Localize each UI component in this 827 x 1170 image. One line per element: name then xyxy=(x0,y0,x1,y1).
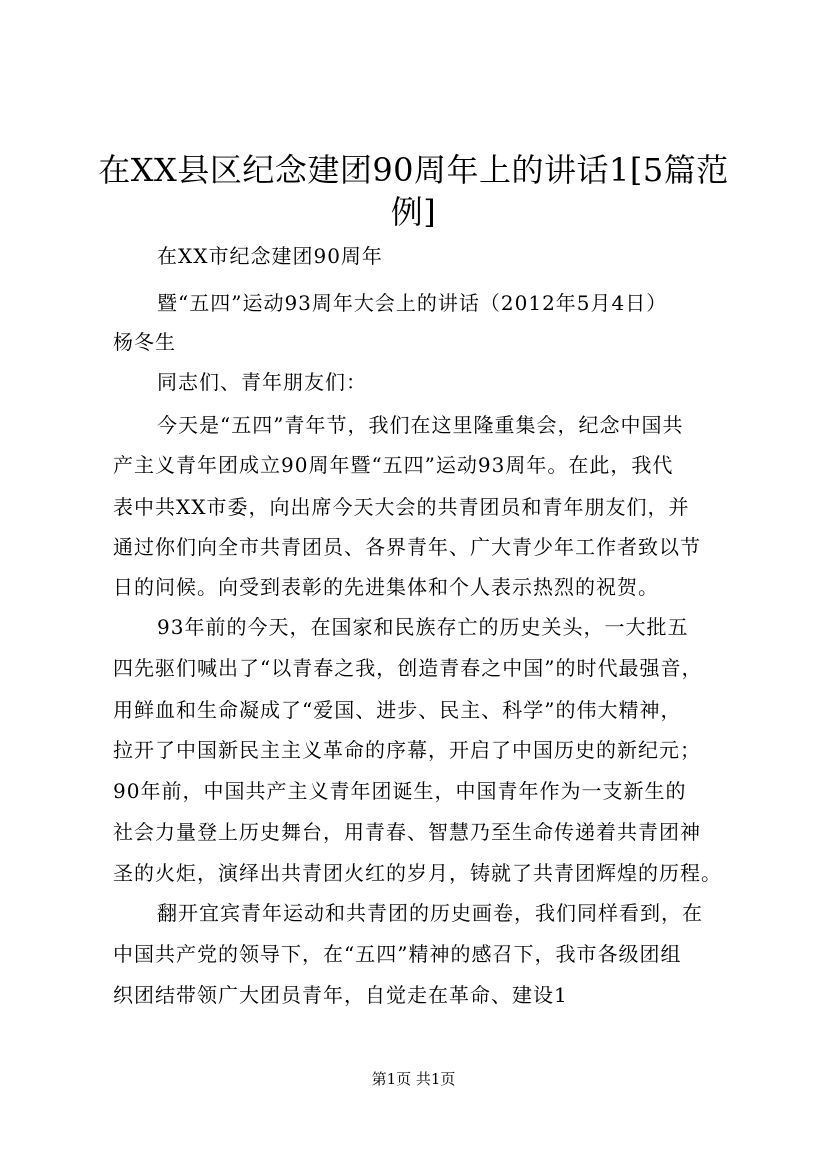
paragraph-line: 93年前的今天，在国家和民族存亡的历史关头，一大批五 xyxy=(157,615,689,639)
paragraph-line: 产主义青年团成立90周年暨“五四”运动93周年。在此，我代 xyxy=(113,453,674,477)
paragraph-line: 表中共XX市委，向出席今天大会的共青团员和青年朋友们，并 xyxy=(113,495,690,519)
paragraph-line: 今天是“五四”青年节，我们在这里隆重集会，纪念中国共 xyxy=(157,413,684,437)
paragraph-line: 四先驱们喊出了“以青春之我，创造青春之中国”的时代最强音， xyxy=(113,656,703,680)
paragraph-line: 通过你们向全市共青团员、各界青年、广大青少年工作者致以节 xyxy=(113,535,701,559)
document-title-line-1: 在XX县区纪念建团90周年上的讲话1[5篇范 xyxy=(98,151,729,189)
document-title-line-2: 例] xyxy=(390,193,437,231)
salutation: 同志们、青年朋友们： xyxy=(157,370,367,394)
paragraph-line: 拉开了中国新民主主义革命的序幕，开启了中国历史的新纪元； xyxy=(113,738,701,762)
paragraph-line: 用鲜血和生命凝成了“爱国、进步、民主、科学”的伟大精神， xyxy=(113,698,682,722)
paragraph-line: 社会力量登上历史舞台，用青春、智慧乃至生命传递着共青团神 xyxy=(113,820,701,844)
paragraph-line: 翻开宜宾青年运动和共青团的历史画卷，我们同样看到，在 xyxy=(157,901,703,925)
subtitle-line: 暨“五四”运动93周年大会上的讲话（2012年5月4日） xyxy=(157,291,668,315)
speaker-name: 杨冬生 xyxy=(113,330,176,354)
paragraph-line: 90年前，中国共产主义青年团诞生，中国青年作为一支新生的 xyxy=(113,779,687,803)
subtitle-line: 在XX市纪念建团90周年 xyxy=(157,244,383,268)
paragraph-line: 织团结带领广大团员青年，自觉走在革命、建设1 xyxy=(113,983,568,1007)
paragraph-line: 中国共产党的领导下，在“五四”精神的感召下，我市各级团组 xyxy=(113,942,682,966)
page-footer: 第1页 共1页 xyxy=(371,1070,456,1088)
paragraph-line: 圣的火炬，演绎出共青团火红的岁月，铸就了共青团辉煌的历程。 xyxy=(113,861,722,885)
paragraph-line: 日的问候。向受到表彰的先进集体和个人表示热烈的祝贺。 xyxy=(113,575,659,599)
